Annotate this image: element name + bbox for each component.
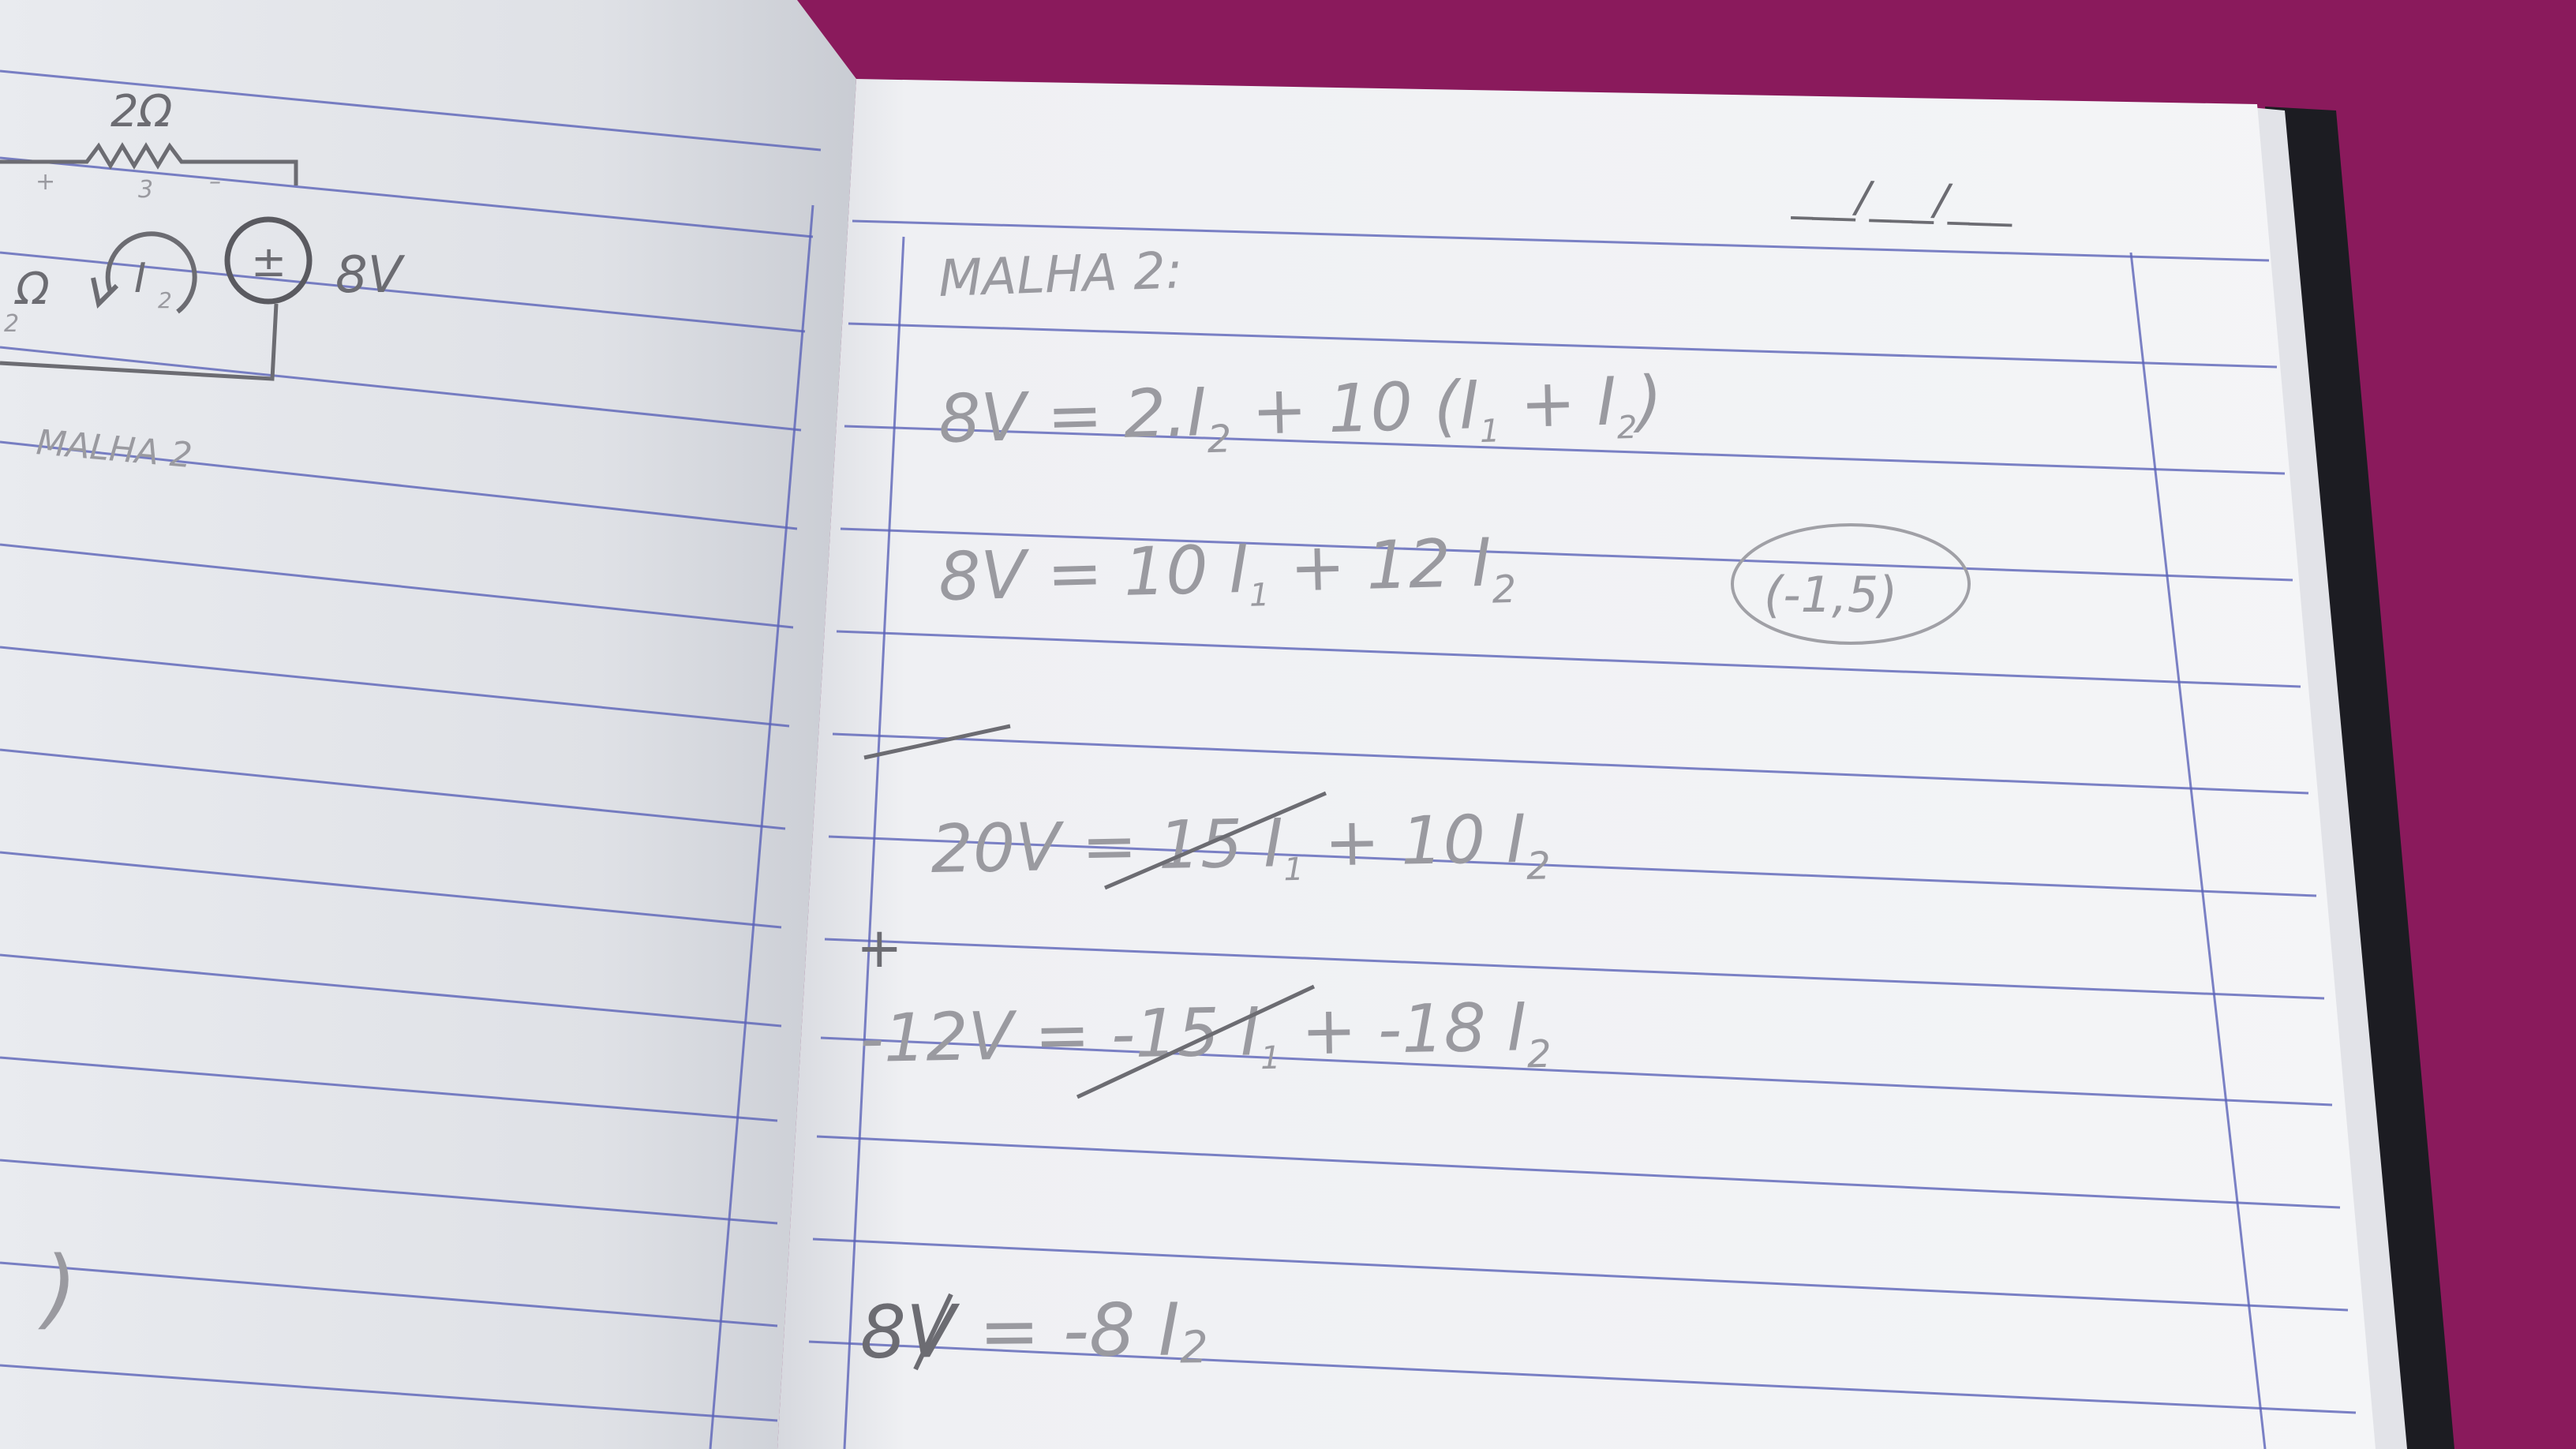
polarity-minus: –	[209, 168, 221, 196]
side-resistor-label: Ω	[16, 264, 50, 315]
bottom-mark: )	[43, 1237, 77, 1339]
svg-text:20V = 15 I1 + 10 I2: 20V = 15 $I_1 + 10$ $I_2$	[930, 799, 1552, 889]
svg-text:8V = 10 I1 + 12 I2: 8V = 10 $I_1 + 12$ $I_2$	[937, 523, 1517, 616]
polarity-plus: +	[36, 168, 56, 196]
equation-5	[859, 1287, 1208, 1376]
plus-sign: +	[856, 915, 903, 980]
svg-text:8V = -8 I2: 8V = -8 I2	[859, 1287, 1209, 1375]
source-symbol: ±	[251, 237, 287, 286]
side-subscript: 2	[4, 310, 20, 338]
svg-text:-12V = -15 I1 + -18 I2: -12V = -15 $I_1 + -18$ $I_2$	[859, 988, 1552, 1077]
circuit-caption: MALHA 2	[35, 422, 194, 477]
svg-text:8V = 2.I2 + 10 (I1 + I2): $8V = 2.I_2 + 10$ $(I_1 + I_2)$	[937, 361, 1664, 462]
resistor-label: 2Ω	[110, 86, 173, 137]
source-value: 8V	[335, 246, 402, 305]
section-title: MALHA 2:	[937, 242, 1184, 309]
current-subscript: 2	[158, 287, 172, 313]
current-label: I	[134, 255, 147, 302]
circled-factor: (-1,5)	[1764, 566, 1898, 623]
node-label: 3	[138, 176, 154, 204]
date-field: ___/___/___	[1791, 170, 2013, 227]
